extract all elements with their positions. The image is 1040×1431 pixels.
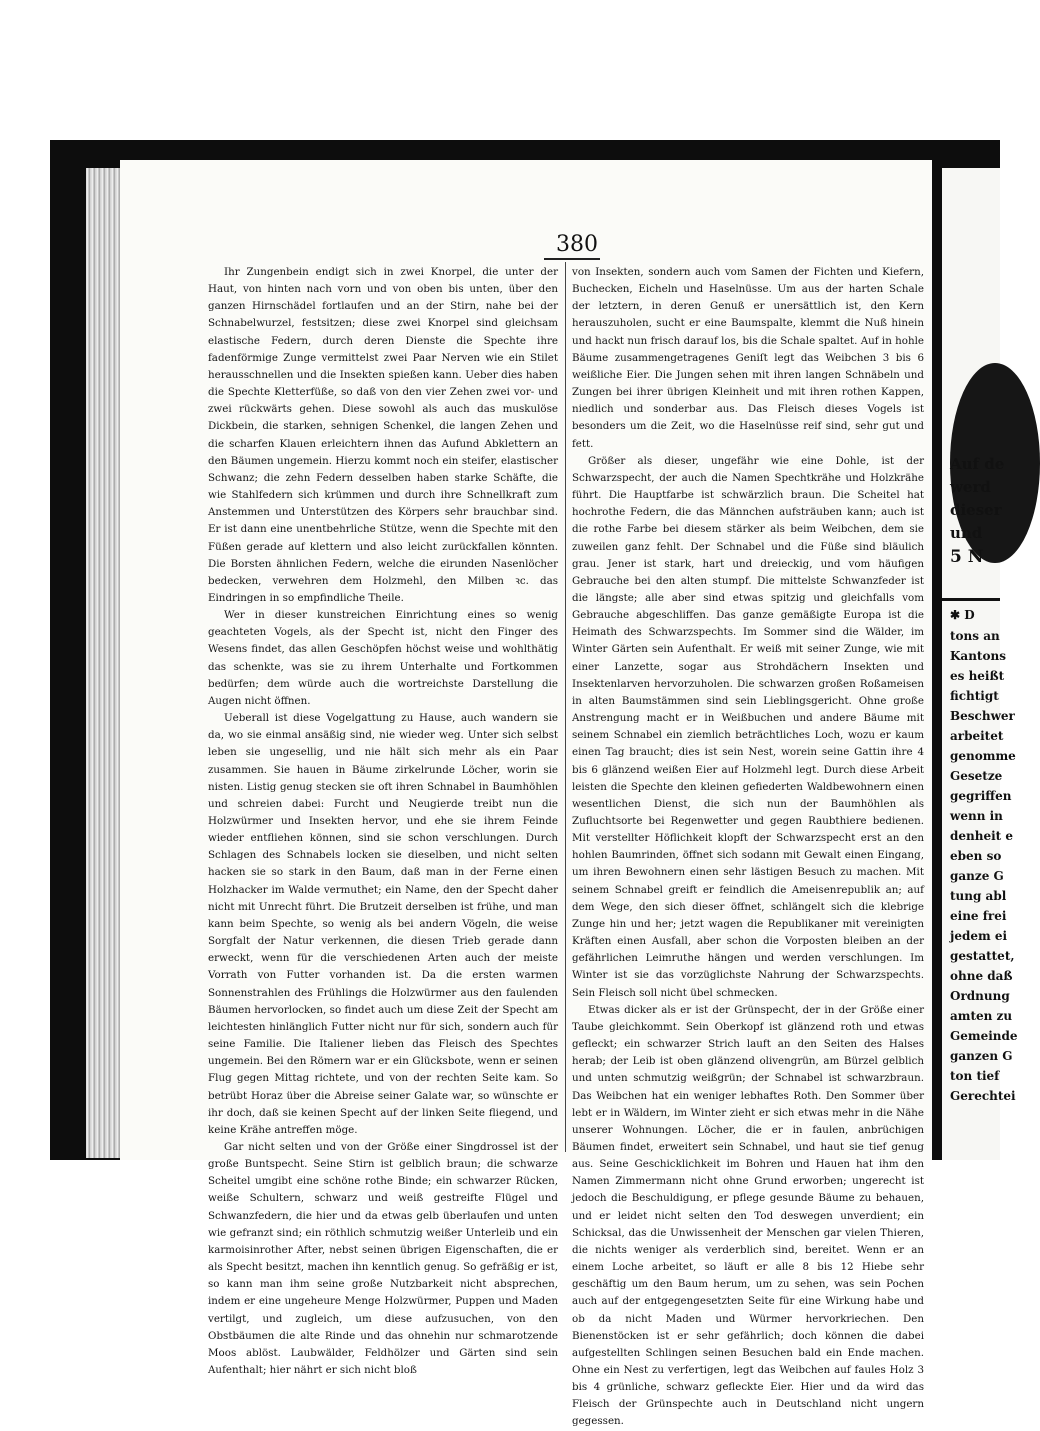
- facing-page-line: tons an: [950, 629, 1000, 643]
- paragraph: Ihr Zungenbein endigt sich in zwei Knorpel, die unter der Haut, von hinten nach vorn und von oben bis unten, über den ganzen Hirnschädel fortlaufen und an der Stirn, nahe bei der Schnabelwurzel, festsitzen; diese zwei Knorpel sind gleichsam elastische Federn, durch deren Dienste die Spechte ihre fadenförmige Zunge vermittelst zwei Paar Nerven wie ein Stilet herausschnellen und die Insekten spießen kann. Ueber dies haben die Spechte Kletterfüße, so daß von den vier Zehen zwei vor- und zwei rückwärts gehen. Diese sowohl als auch das muskulöse Dickbein, die starken, sehnigen Schenkel, die langen Zehen und die scharfen Klauen erleichtern ihnen das Aufund Abklettern an den Bäumen ungemein. Hierzu kommt noch ein steifer, elastischer Schwanz; die zehn Federn desselben haben starke Schäfte, die wie Stahlfedern sich krümmen und durch ihre Schnellkraft zum Anstemmen und Unterstützen des Körpers sehr brauchbar sind. Er ist dann eine unentbehrliche Stütze, wenn die Spechte mit den Füßen gerade auf klettern und also leicht zurückfallen könnten. Die Borsten ähnlichen Federn, welche die eirunden Nasenlöcher bedecken, verwehren dem Holzmehl, den Milben ꝛc. das Eindringen in so empfindliche Theile.: [208, 266, 558, 604]
- facing-page-line: ganze G: [950, 869, 1004, 883]
- facing-page-line: gestattet,: [950, 949, 1015, 963]
- facing-page-line: denheit e: [950, 829, 1014, 843]
- facing-page-line: Kantons: [950, 649, 1006, 663]
- facing-page-line: es heißt: [950, 669, 1005, 683]
- facing-page-line: gegriffen: [950, 789, 1012, 803]
- facing-page-rule: [942, 598, 1000, 601]
- paragraph: von Insekten, sondern auch vom Samen der Fichten und Kiefern, Buchecken, Eicheln und Haselnüsse. Um aus der harten Schale der letztern, in deren Genuß er unersättlich ist, den Kern herauszuholen, sucht er eine Baumspalte, klemmt die Nuß hinein und hackt nun frisch darauf los, bis die Schale spaltet. Auf in hohle Bäume zusammengetragenes Geniſt legt das Weibchen 3 bis 6 weißliche Eier. Die Jungen sehen mit ihren langen Schnäbeln und Zungen bei ihrer übrigen Kleinheit und mit ihren rothen Kappen, niedlich und sonderbar aus. Das Fleisch dieses Vogels ist besonders um die Zeit, wo die Haselnüsse reif sind, sehr gut und fett.: [572, 266, 924, 450]
- facing-page-line: Ordnung: [950, 989, 1010, 1003]
- facing-page-line: eben so: [950, 849, 1002, 863]
- facing-page-line: ohne daß: [950, 969, 1013, 983]
- paragraph: Gar nicht selten und von der Größe einer Singdrossel ist der große Buntspecht. Seine Stirn ist gelblich braun; die schwarze Scheitel umgibt eine schöne rothe Binde; ein schwarzer Rücken, weiße Schultern, schwarz und weiß gestreifte Flügel und Schwanzfedern, die hier und da etwas gelb überlaufen und unten wie gefranzt sind; ein röthlich schmutzig weißer Unterleib und ein karmoisinrother After, nebst seinen übrigen Eigenschaften, die er als Specht besitzt, machen ihn kenntlich genug. So gefräßig er ist, so kann man ihm seine große Nutzbarkeit nicht absprechen, indem er eine ungeheure Menge Holzwürmer, Puppen und Maden vertilgt, und zugleich, um diese aufzusuchen, von den Obstbäumen die alte Rinde und das ohnehin nur schmarotzende Moos ablöst. Laubwälder, Feldhölzer und Gärten sind sein Aufenthalt; hier nährt er sich nicht bloß: [208, 1140, 558, 1376]
- facing-page-line: wenn in: [950, 809, 1003, 823]
- facing-page-line: Gesetze: [950, 769, 1003, 783]
- paragraph: Etwas dicker als er ist der Grünspecht, der in der Größe einer Taube gleichkommt. Sein Oberkopf ist glänzend roth und etwas gefleckt; ein schwarzer Strich lauft an den Seiten des Halses herab; der Leib ist oben glänzend olivengrün, am Bürzel gelblich und unten schmutzig weißgrün; der Schnabel ist schwarzbraun. Das Weibchen hat ein weniger lebhaftes Roth. Den Sommer über lebt er in Wäldern, im Winter zieht er sich etwas mehr in die Nähe unserer Wohnungen. Löcher, die er in faulen, anbrüchigen Bäumen findet, erweitert sein Schnabel, und haut sie tief genug aus. Seine Geschicklichkeit im Bohren und Hauen hat ihm den Namen Zimmermann nicht ohne Grund erworben; ungerecht ist jedoch die Beschuldigung, er pflege gesunde Bäume zu behauen, und er leidet nicht selten den Tod deswegen unverdient; ein Schicksal, das die Unwissenheit der Menschen gar vielen Thieren, die nichts weniger als verderblich sind, bereitet. Wenn er an einem Loche arbeitet, so läuft er alle 8 bis 12 Hiebe sehr geschäftig um den Baum herum, um zu sehen, was sein Pochen auch auf der entgegengesetzten Seite für eine Wirkung habe und ob da nicht Maden und Würmer hervorkriechen. Den Bienenstöcken ist er sehr gefährlich; doch können die dabei aufgestellten Schlingen seinen Besuchen bald ein Ende machen. Ohne ein Nest zu verfertigen, legt das Weibchen auf faules Holz 3 bis 4 grünliche, schwarz gefleckte Eier. Hier und da wird das Fleisch der Grünspechte auch in Deutschland nicht ungern gegessen.: [572, 1003, 924, 1428]
- page-number: 380: [556, 232, 598, 257]
- facing-page-line: Beschwer: [950, 709, 1015, 723]
- paragraph: Ueberall ist diese Vogelgattung zu Hause, auch wandern sie da, wo sie einmal ansäßig sind, nie wieder weg. Unter sich selbst leben sie ungesellig, und nie hält sich mehr als ein Paar zusammen. Sie hauen in Bäume zirkelrunde Löcher, worin sie nisten. Listig genug stecken sie oft ihren Schnabel in Baumhöhlen und schreien dabei: Furcht und Neugierde treibt nun die Holzwürmer und Insekten hervor, und ehe sie ihrem Feinde wieder entfliehen können, sind sie schon verschlungen. Durch Schlagen des Schnabels locken sie dieselben, und nicht selten hacken sie so stark in den Baum, daß man in der Ferne einen Holzhacker im Walde vermuthet; ein Name, den der Specht daher nicht mit Unrecht führt. Die Brutzeit derselben ist frühe, und man kann beim Spechte, so wenig als bei andern Vögeln, die weise Sorgfalt der Natur verkennen, die diesen Trieb gerade dann erweckt, wenn für die verschiedenen Arten auch der meiste Vorrath von Futter vorhanden ist. Da die ersten warmen Sonnenstrahlen des Frühlings die Holzwürmer aus den faulenden Bäumen hervorlocken, so findet auch um diese Zeit der Specht am leichtesten hinlänglich Futter nicht nur für sich, sondern auch für seine Familie. Die Italiener lieben das Fleisch des Spechtes ungemein. Bei den Römern war er ein Glücksbote, wenn er seinen Flug gegen Mittag richtete, und von der rechten Seite kam. So betrübt Horaz über die Abreise seiner Galate war, so wünschte er ihr doch, daß sie keinen Specht auf der linken Seite fliegend, und keine Krähe antreffen möge.: [208, 712, 558, 1136]
- facing-page-line: Gemeinde: [950, 1029, 1018, 1043]
- facing-page-line: eine frei: [950, 909, 1007, 923]
- facing-page-line: Gerechtei: [950, 1089, 1016, 1103]
- facing-page-line: arbeitet: [950, 729, 1004, 743]
- facing-page-line: 5 N: [950, 547, 984, 567]
- right-column: [572, 264, 924, 1431]
- facing-page-line: fichtigt: [950, 689, 999, 703]
- facing-page-line: genomme: [950, 749, 1016, 763]
- column-divider: [565, 262, 566, 1152]
- facing-page-line: ton tief: [950, 1069, 1000, 1083]
- facing-page-line: dieser: [950, 501, 1002, 519]
- facing-page-line: amten zu: [950, 1009, 1013, 1023]
- facing-page-line: und: [950, 524, 983, 542]
- paragraph: Wer in dieser kunstreichen Einrichtung eines so wenig geachteten Vogels, als der Specht ist, nicht den Finger des Wesens findet, das allen Geschöpfen höchst weise und wohlthätig das schenkte, was sie zu ihrem Unterhalte und Fortkommen bedürfen; dem würde auch die wortreichste Darstellung die Augen nicht öffnen.: [208, 609, 558, 707]
- left-column: [208, 264, 558, 1379]
- facing-page-fragment: [942, 168, 1018, 1160]
- facing-page-line: tung abl: [950, 889, 1007, 903]
- facing-page-line: werd: [950, 478, 991, 496]
- paragraph: Größer als dieser, ungefähr wie eine Dohle, ist der Schwarzspecht, der auch die Namen Spechtkrähe und Holzkrähe führt. Die Hauptfarbe ist schwärzlich braun. Die Scheitel hat hochrothe Federn, die das Männchen aufsträuben kann; auch ist die rothe Farbe bei diesem stärker als beim Weibchen, dem sie zuweilen ganz fehlt. Der Schnabel und die Füße sind bläulich grau. Jener ist stark, hart und dreieckig, und vom häufigen Gebrauche bei den alten stumpf. Die mittelste Schwanzfeder ist die längste; alle aber sind etwas spitzig und gleichfalls vom Gebrauche abgeschliffen. Das ganze gemäßigte Europa ist die Heimath des Schwarzspechts. Im Sommer sind die Wälder, im Winter Gärten sein Aufenthalt. Er weiß mit seiner Zunge, wie mit einer Lanzette, sogar aus Strohdächern Insekten und Insektenlarven hervorzuholen. Die schwarzen großen Roßameisen in alten Baumstämmen sind sein Lieblingsgericht. Ohne große Anstrengung macht er in Weißbuchen und andere Bäume mit seinem Schnabel ein ziemlich beträchtliches Loch, wozu er kaum einen Tag braucht; dies ist sein Nest, worein seine Gattin ihre 4 bis 6 glänzend weißen Eier auf Holzmehl legt. Durch diese Arbeit leisten die Spechte den kleinen gefiederten Waldbewohnern einen wesentlichen Dienst, die sich nun der Baumhöhlen als Zufluchtsorte bei Regenwetter und gegen Raubthiere bedienen. Mit verstellter Höflichkeit klopft der Schwarzspecht erst an den hohlen Baumrinden, öffnet sich sodann mit Gewalt einen Eingang, um ihren Bewohnern einen sehr lästigen Besuch zu machen. Mit seinem Schnabel greift er feindlich die Ameisenrepublik an; auf dem Wege, den sich dieser öffnet, schlängelt sich die klebrige Zunge hin und her; jetzt wagen die Republikaner mit vereinigten Kräften einen Ausfall, aber schon die Vorposten bleiben an der gefährlichen Leimruthe hängen und werden verschlungen. Im Winter ist sie das vorzüglichste Nahrung der Schwarzspechts. Sein Fleisch soll nicht übel schmecken.: [572, 454, 924, 999]
- scan-border-top: [0, 0, 1000, 140]
- facing-page-line: ✱ D: [950, 608, 975, 622]
- book-page-edges: [86, 168, 124, 1158]
- facing-page-line: Auf de: [950, 455, 1005, 473]
- facing-page-line: jedem ei: [950, 929, 1008, 943]
- facing-page-line: ganzen G: [950, 1049, 1013, 1063]
- page-number-rule: [544, 258, 600, 260]
